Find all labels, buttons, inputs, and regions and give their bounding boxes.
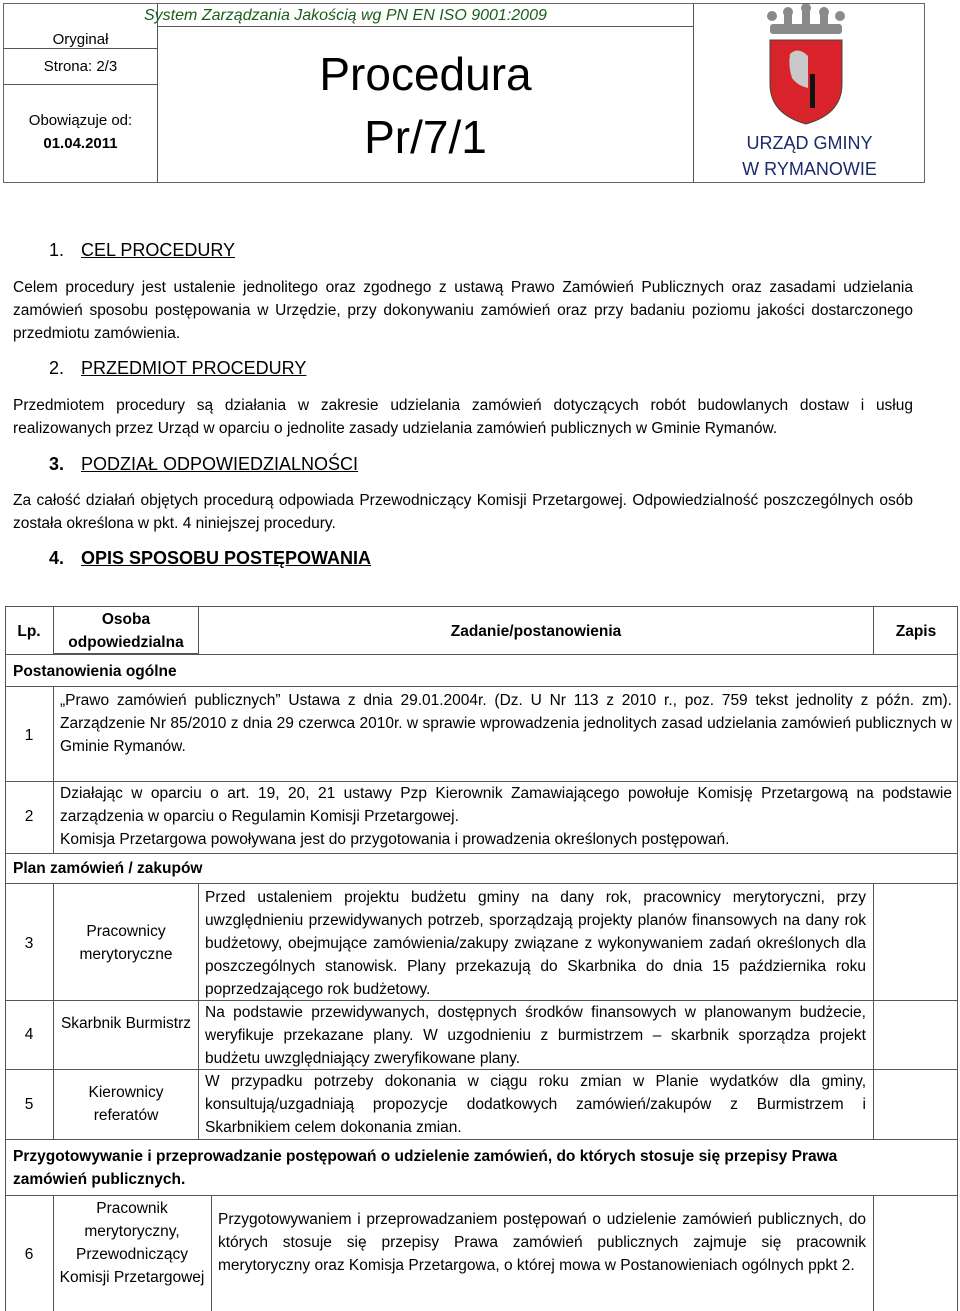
page-label: Strona: 2/3	[43, 58, 118, 75]
header-lp: Lp.	[17, 623, 41, 640]
row-5-person: Kierownicy referatów	[88, 1084, 164, 1124]
row-6-lp: 6	[24, 1246, 34, 1263]
section-2-title: PRZEDMIOT PROCEDURY	[81, 358, 307, 378]
system-label: System Zarządzania Jakością wg PN EN ISO 9001:2009	[144, 7, 547, 24]
header-record: Zapis	[895, 623, 937, 640]
row-3-text: Przed ustaleniem projektu budżetu gminy na dany rok, pracownicy merytoryczni, przy uwzględnieniu przewidywanych potrzeb, sporządzają projekty planów finansowych na dany rok budżetowy, obejmujące zamówienia/zakupy związane z wykonywaniem zadań określonych dla poszczególnych stanowisk. Plany przekazują do Skarbnika do dnia 15 października roku poprzedzającego rok budżetowy.	[205, 889, 866, 998]
group-procedures: Przygotowywanie i przeprowadzanie postępowań o udzielenie zamówień, do których stosuje się przepisy Prawa zamówień publicznych.	[13, 1148, 838, 1188]
row-4-person: Skarbnik Burmistrz	[60, 1015, 192, 1032]
row-3-lp: 3	[24, 935, 34, 952]
section-2-text: Przedmiotem procedury są działania w zakresie udzielania zamówień dotyczących robót budowlanych dostaw i usług realizowanych przez Urząd w oparciu o jednolite zasady udzielania zamówień publicznych w Gminie Rymanów.	[13, 397, 913, 437]
row-4-text: Na podstawie przewidywanych, dostępnych środków finansowych w planowanym budżecie, weryfikuje przekazane plany. W uzgodnieniu z burmistrzem – skarbnik sporządza projekt budżetu uwzględniający zweryfikowane plany.	[205, 1004, 866, 1067]
crest-icon	[764, 4, 848, 126]
original-label: Oryginał	[52, 31, 109, 48]
procedure-title: Procedura	[319, 48, 532, 100]
group-general: Postanowienia ogólne	[13, 663, 177, 680]
row-2-text: Działając w oparciu o art. 19, 20, 21 ustawy Pzp Kierownik Zamawiającego powołuje Komisję Przetargową na podstawie zarządzenia w oparciu o Regulamin Komisji Przetargowej.	[60, 785, 952, 825]
section-3-text: Za całość działań objętych procedurą odpowiada Przewodniczący Komisji Przetargowej. Odpowiedzialność poszczególnych osób została określona w pkt. 4 niniejszej procedury.	[13, 492, 913, 532]
office-line1: URZĄD GMINY	[746, 133, 873, 153]
row-2-lp: 2	[24, 808, 34, 825]
row-5-text: W przypadku potrzeby dokonania w ciągu roku zmian w Planie wydatków dla gminy, konsultują/uzgadniają propozycje dodatkowych zamówień/zakupów z Burmistrzem i Skarbnikiem celem dokonania zmian.	[205, 1073, 866, 1136]
row-1-lp: 1	[24, 727, 34, 744]
section-3-num: 3.	[49, 454, 65, 474]
header-person: Osoba odpowiedzialna	[68, 611, 184, 651]
office-line2: W RYMANOWIE	[742, 159, 877, 179]
section-2-num: 2.	[49, 358, 65, 378]
section-1-text: Celem procedury jest ustalenie jednolitego oraz zgodnego z ustawą Prawo Zamówień Publicznych oraz zasadami udzielania zamówień sposobu postępowania w Urzędzie, przy dokonywaniu zamówień oraz przy badaniu poziomu jakości dostarczonego przedmiotu zamówienia.	[13, 279, 913, 342]
row-5-lp: 5	[24, 1096, 34, 1113]
row-6-text: Przygotowywaniem i przeprowadzaniem postępowań o udzielenie zamówień publicznych, do których stosuje się przepisy Prawa zamówień publicznych zajmuje się pracownik merytoryczny oraz Komisja Przetargowa, o której mowa w Postanowieniach ogólnych ppkt 2.	[218, 1211, 866, 1274]
section-4-title: OPIS SPOSOBU POSTĘPOWANIA	[81, 548, 372, 568]
section-4-num: 4.	[49, 548, 65, 568]
section-1-title: CEL PROCEDURY	[81, 240, 236, 260]
row-2-text2: Komisja Przetargowa powoływana jest do przygotowania i prowadzenia określonych postępowań.	[60, 831, 730, 848]
row-6-person: Pracownik merytoryczny, Przewodniczący Komisji Przetargowej	[59, 1200, 205, 1286]
effective-label: Obowiązuje od:	[28, 112, 133, 129]
group-plan: Plan zamówień / zakupów	[13, 860, 203, 877]
row-4-lp: 4	[24, 1026, 34, 1043]
row-1-text: „Prawo zamówień publicznych” Ustawa z dnia 29.01.2004r. (Dz. U Nr 113 z 2010 r., poz. 759 tekst jednolity z późn. zm). Zarządzenie Nr 85/2010 z dnia 29 czerwca 2010r. w sprawie wprowadzenia jednolitych zasad udzielania zamówień publicznych w Gminie Rymanów.	[60, 692, 952, 755]
header-task: Zadanie/postanowienia	[450, 623, 622, 640]
section-3-title: PODZIAŁ ODPOWIEDZIALNOŚCI	[81, 454, 359, 474]
procedure-code: Pr/7/1	[364, 111, 487, 163]
section-1-num: 1.	[49, 240, 65, 260]
row-3-person: Pracownicy merytoryczne	[79, 923, 173, 963]
effective-date: 01.04.2011	[43, 135, 118, 152]
